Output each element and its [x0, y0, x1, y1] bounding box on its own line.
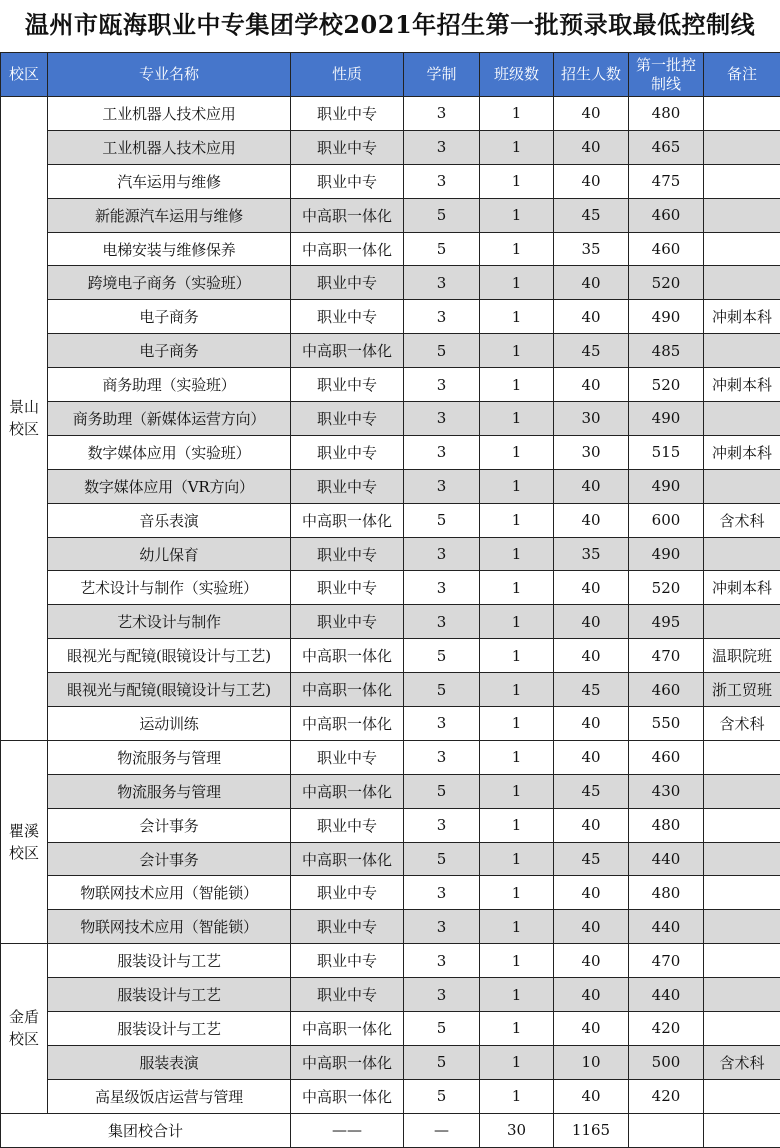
cell-remark — [704, 1079, 780, 1113]
cell-classes: 1 — [480, 842, 554, 876]
cell-years: 3 — [404, 707, 480, 741]
cell-remark: 冲刺本科 — [704, 368, 780, 402]
cell-years: 3 — [404, 740, 480, 774]
cell-cutoff: 490 — [629, 300, 704, 334]
total-enroll: 1165 — [554, 1113, 629, 1147]
cell-remark: 冲刺本科 — [704, 435, 780, 469]
cell-remark — [704, 774, 780, 808]
cell-enroll: 40 — [554, 605, 629, 639]
cell-remark — [704, 910, 780, 944]
cell-type: 职业中专 — [291, 435, 404, 469]
cell-type: 职业中专 — [291, 300, 404, 334]
cell-remark — [704, 232, 780, 266]
campus-name-line1: 景山 — [1, 396, 47, 418]
cell-cutoff: 430 — [629, 774, 704, 808]
cell-years: 5 — [404, 1012, 480, 1046]
cell-remark — [704, 97, 780, 131]
cell-cutoff: 485 — [629, 334, 704, 368]
cell-remark — [704, 334, 780, 368]
cell-major: 汽车运用与维修 — [48, 164, 291, 198]
cell-enroll: 35 — [554, 537, 629, 571]
cell-classes: 1 — [480, 808, 554, 842]
cell-cutoff: 420 — [629, 1079, 704, 1113]
total-row — [1, 1113, 780, 1147]
cell-remark — [704, 978, 780, 1012]
cell-major: 电子商务 — [48, 334, 291, 368]
cell-remark: 冲刺本科 — [704, 300, 780, 334]
cell-years: 5 — [404, 673, 480, 707]
cell-classes: 1 — [480, 164, 554, 198]
cell-enroll: 40 — [554, 910, 629, 944]
header-type: 性质 — [291, 53, 404, 97]
cell-years: 3 — [404, 605, 480, 639]
cell-enroll: 40 — [554, 1012, 629, 1046]
cell-type: 职业中专 — [291, 130, 404, 164]
cell-cutoff: 490 — [629, 537, 704, 571]
cell-years: 5 — [404, 334, 480, 368]
cell-major: 运动训练 — [48, 707, 291, 741]
cell-enroll: 45 — [554, 774, 629, 808]
cell-cutoff: 520 — [629, 571, 704, 605]
cell-remark — [704, 198, 780, 232]
cell-type: 中高职一体化 — [291, 503, 404, 537]
cell-major: 商务助理（新媒体运营方向） — [48, 402, 291, 436]
cell-major: 会计事务 — [48, 842, 291, 876]
header-cutoff — [629, 53, 704, 97]
cell-years: 5 — [404, 774, 480, 808]
cell-classes: 1 — [480, 740, 554, 774]
cell-major: 物流服务与管理 — [48, 740, 291, 774]
cell-years: 3 — [404, 808, 480, 842]
cell-classes: 1 — [480, 605, 554, 639]
cell-remark — [704, 876, 780, 910]
campus-name-line1: 金盾 — [1, 1006, 47, 1028]
header-major: 专业名称 — [48, 53, 291, 97]
total-years: — — [404, 1113, 480, 1147]
cell-enroll: 45 — [554, 198, 629, 232]
cell-remark — [704, 469, 780, 503]
table-row — [1, 808, 780, 842]
cell-years: 5 — [404, 842, 480, 876]
cell-remark — [704, 130, 780, 164]
table-row — [1, 266, 780, 300]
cell-type: 中高职一体化 — [291, 1012, 404, 1046]
cell-enroll: 40 — [554, 1079, 629, 1113]
cell-years: 3 — [404, 402, 480, 436]
cell-type: 职业中专 — [291, 97, 404, 131]
table-row — [1, 910, 780, 944]
cell-type: 职业中专 — [291, 944, 404, 978]
table-body — [1, 97, 780, 1148]
cell-remark: 温职院班 — [704, 639, 780, 673]
cell-remark: 冲刺本科 — [704, 571, 780, 605]
cell-remark: 含术科 — [704, 1045, 780, 1079]
cell-cutoff: 440 — [629, 978, 704, 1012]
cell-major: 艺术设计与制作 — [48, 605, 291, 639]
cell-type: 中高职一体化 — [291, 198, 404, 232]
cell-major: 电梯安装与维修保养 — [48, 232, 291, 266]
cell-remark — [704, 944, 780, 978]
cell-type: 职业中专 — [291, 876, 404, 910]
cell-cutoff: 460 — [629, 232, 704, 266]
campus-name-line2: 校区 — [1, 1028, 47, 1050]
table-row — [1, 774, 780, 808]
cell-years: 3 — [404, 537, 480, 571]
cell-classes: 1 — [480, 1012, 554, 1046]
cell-type: 职业中专 — [291, 571, 404, 605]
cell-type: 中高职一体化 — [291, 334, 404, 368]
cell-major: 新能源汽车运用与维修 — [48, 198, 291, 232]
cell-remark — [704, 740, 780, 774]
cell-remark — [704, 1012, 780, 1046]
cell-classes: 1 — [480, 402, 554, 436]
table-row — [1, 503, 780, 537]
header-remark: 备注 — [704, 53, 780, 97]
cell-cutoff: 470 — [629, 944, 704, 978]
header-row — [1, 53, 780, 97]
cell-type: 职业中专 — [291, 605, 404, 639]
total-cutoff — [629, 1113, 704, 1147]
cell-classes: 1 — [480, 97, 554, 131]
cell-type: 职业中专 — [291, 368, 404, 402]
cell-major: 数字媒体应用（实验班） — [48, 435, 291, 469]
cell-cutoff: 420 — [629, 1012, 704, 1046]
header-classes: 班级数 — [480, 53, 554, 97]
cell-enroll: 40 — [554, 571, 629, 605]
cell-major: 工业机器人技术应用 — [48, 130, 291, 164]
cell-type: 中高职一体化 — [291, 639, 404, 673]
campus-name-line1: 瞿溪 — [1, 820, 47, 842]
table-row — [1, 300, 780, 334]
header-years: 学制 — [404, 53, 480, 97]
cell-years: 3 — [404, 266, 480, 300]
cell-type: 职业中专 — [291, 910, 404, 944]
cell-enroll: 40 — [554, 978, 629, 1012]
cell-remark: 含术科 — [704, 503, 780, 537]
cell-major: 艺术设计与制作（实验班） — [48, 571, 291, 605]
cell-years: 3 — [404, 876, 480, 910]
cell-enroll: 40 — [554, 97, 629, 131]
table-row — [1, 334, 780, 368]
cell-cutoff: 480 — [629, 876, 704, 910]
cell-type: 职业中专 — [291, 978, 404, 1012]
cell-enroll: 40 — [554, 469, 629, 503]
cell-classes: 1 — [480, 639, 554, 673]
cell-years: 3 — [404, 300, 480, 334]
cell-years: 3 — [404, 97, 480, 131]
cell-years: 5 — [404, 232, 480, 266]
cell-major: 服装设计与工艺 — [48, 944, 291, 978]
cell-major: 服装设计与工艺 — [48, 978, 291, 1012]
cell-years: 5 — [404, 1045, 480, 1079]
cell-enroll: 40 — [554, 368, 629, 402]
table-row — [1, 402, 780, 436]
cell-type: 中高职一体化 — [291, 673, 404, 707]
cell-cutoff: 440 — [629, 910, 704, 944]
admission-table — [0, 52, 780, 1148]
cell-years: 5 — [404, 503, 480, 537]
header-campus: 校区 — [1, 53, 48, 97]
cell-classes: 1 — [480, 978, 554, 1012]
cell-enroll: 30 — [554, 402, 629, 436]
cell-cutoff: 490 — [629, 469, 704, 503]
cell-cutoff: 470 — [629, 639, 704, 673]
cell-cutoff: 495 — [629, 605, 704, 639]
table-row — [1, 605, 780, 639]
cell-enroll: 45 — [554, 334, 629, 368]
cell-cutoff: 600 — [629, 503, 704, 537]
cell-enroll: 40 — [554, 876, 629, 910]
cell-years: 5 — [404, 1079, 480, 1113]
table-row — [1, 740, 780, 774]
cell-years: 3 — [404, 130, 480, 164]
cell-major: 商务助理（实验班） — [48, 368, 291, 402]
cell-cutoff: 550 — [629, 707, 704, 741]
table-row — [1, 673, 780, 707]
cell-remark — [704, 537, 780, 571]
cell-type: 职业中专 — [291, 808, 404, 842]
cell-classes: 1 — [480, 469, 554, 503]
cell-enroll: 40 — [554, 740, 629, 774]
cell-years: 3 — [404, 435, 480, 469]
cell-classes: 1 — [480, 368, 554, 402]
cell-classes: 1 — [480, 198, 554, 232]
cell-years: 3 — [404, 910, 480, 944]
table-row — [1, 876, 780, 910]
table-row — [1, 232, 780, 266]
cell-classes: 1 — [480, 266, 554, 300]
cell-enroll: 45 — [554, 842, 629, 876]
cell-enroll: 40 — [554, 266, 629, 300]
cell-remark — [704, 605, 780, 639]
total-label: 集团校合计 — [1, 1113, 291, 1147]
campus-name-line2: 校区 — [1, 418, 47, 440]
cell-cutoff: 520 — [629, 368, 704, 402]
cell-enroll: 30 — [554, 435, 629, 469]
table-row — [1, 1012, 780, 1046]
cell-remark — [704, 164, 780, 198]
cell-cutoff: 490 — [629, 402, 704, 436]
campus-cell — [1, 740, 48, 943]
cell-major: 服装表演 — [48, 1045, 291, 1079]
document-title: 温州市瓯海职业中专集团学校2021年招生第一批预录取最低控制线 — [0, 0, 780, 52]
header-cutoff-text: 第一批控制线 — [634, 56, 698, 94]
cell-years: 5 — [404, 198, 480, 232]
cell-years: 5 — [404, 639, 480, 673]
cell-classes: 1 — [480, 944, 554, 978]
table-row — [1, 639, 780, 673]
cell-major: 高星级饭店运营与管理 — [48, 1079, 291, 1113]
cell-type: 中高职一体化 — [291, 1045, 404, 1079]
cell-cutoff: 440 — [629, 842, 704, 876]
header-enroll: 招生人数 — [554, 53, 629, 97]
cell-classes: 1 — [480, 707, 554, 741]
cell-type: 中高职一体化 — [291, 1079, 404, 1113]
table-row — [1, 198, 780, 232]
cell-classes: 1 — [480, 774, 554, 808]
table-row — [1, 707, 780, 741]
campus-cell — [1, 97, 48, 741]
cell-major: 物联网技术应用（智能锁） — [48, 910, 291, 944]
cell-major: 跨境电子商务（实验班） — [48, 266, 291, 300]
cell-type: 职业中专 — [291, 266, 404, 300]
cell-type: 中高职一体化 — [291, 842, 404, 876]
cell-remark — [704, 402, 780, 436]
cell-cutoff: 480 — [629, 808, 704, 842]
cell-major: 眼视光与配镜(眼镜设计与工艺) — [48, 639, 291, 673]
cell-major: 工业机器人技术应用 — [48, 97, 291, 131]
table-row — [1, 537, 780, 571]
cell-classes: 1 — [480, 300, 554, 334]
cell-classes: 1 — [480, 537, 554, 571]
cell-type: 职业中专 — [291, 402, 404, 436]
table-row — [1, 164, 780, 198]
cell-enroll: 40 — [554, 164, 629, 198]
table-row — [1, 842, 780, 876]
cell-classes: 1 — [480, 232, 554, 266]
cell-classes: 1 — [480, 1045, 554, 1079]
table-row — [1, 978, 780, 1012]
campus-name-line2: 校区 — [1, 842, 47, 864]
total-type: —— — [291, 1113, 404, 1147]
cell-cutoff: 460 — [629, 198, 704, 232]
cell-classes: 1 — [480, 910, 554, 944]
cell-enroll: 40 — [554, 130, 629, 164]
cell-type: 职业中专 — [291, 740, 404, 774]
cell-remark: 含术科 — [704, 707, 780, 741]
cell-remark — [704, 842, 780, 876]
cell-type: 中高职一体化 — [291, 774, 404, 808]
cell-classes: 1 — [480, 876, 554, 910]
table-row — [1, 1045, 780, 1079]
cell-enroll: 10 — [554, 1045, 629, 1079]
cell-remark: 浙工贸班 — [704, 673, 780, 707]
cell-major: 眼视光与配镜(眼镜设计与工艺) — [48, 673, 291, 707]
cell-enroll: 40 — [554, 503, 629, 537]
table-row — [1, 469, 780, 503]
cell-major: 物联网技术应用（智能锁） — [48, 876, 291, 910]
cell-enroll: 40 — [554, 808, 629, 842]
cell-remark — [704, 266, 780, 300]
cell-cutoff: 500 — [629, 1045, 704, 1079]
cell-years: 3 — [404, 368, 480, 402]
cell-type: 职业中专 — [291, 164, 404, 198]
cell-major: 服装设计与工艺 — [48, 1012, 291, 1046]
campus-cell — [1, 944, 48, 1113]
table-row — [1, 1079, 780, 1113]
cell-cutoff: 460 — [629, 673, 704, 707]
cell-years: 3 — [404, 571, 480, 605]
cell-years: 3 — [404, 944, 480, 978]
table-row — [1, 944, 780, 978]
cell-cutoff: 465 — [629, 130, 704, 164]
cell-cutoff: 475 — [629, 164, 704, 198]
cell-classes: 1 — [480, 334, 554, 368]
cell-classes: 1 — [480, 673, 554, 707]
cell-cutoff: 460 — [629, 740, 704, 774]
cell-classes: 1 — [480, 435, 554, 469]
cell-years: 3 — [404, 164, 480, 198]
cell-classes: 1 — [480, 571, 554, 605]
cell-classes: 1 — [480, 1079, 554, 1113]
cell-major: 会计事务 — [48, 808, 291, 842]
cell-type: 中高职一体化 — [291, 707, 404, 741]
cell-major: 数字媒体应用（VR方向） — [48, 469, 291, 503]
table-row — [1, 130, 780, 164]
cell-classes: 1 — [480, 503, 554, 537]
total-remark — [704, 1113, 780, 1147]
cell-major: 幼儿保育 — [48, 537, 291, 571]
cell-enroll: 40 — [554, 944, 629, 978]
table-row — [1, 368, 780, 402]
cell-cutoff: 520 — [629, 266, 704, 300]
cell-type: 中高职一体化 — [291, 232, 404, 266]
cell-years: 3 — [404, 978, 480, 1012]
cell-major: 物流服务与管理 — [48, 774, 291, 808]
cell-enroll: 40 — [554, 639, 629, 673]
table-row — [1, 97, 780, 131]
table-row — [1, 435, 780, 469]
cell-major: 音乐表演 — [48, 503, 291, 537]
cell-cutoff: 480 — [629, 97, 704, 131]
cell-type: 职业中专 — [291, 537, 404, 571]
cell-enroll: 35 — [554, 232, 629, 266]
cell-remark — [704, 808, 780, 842]
cell-classes: 1 — [480, 130, 554, 164]
total-classes: 30 — [480, 1113, 554, 1147]
cell-years: 3 — [404, 469, 480, 503]
cell-enroll: 45 — [554, 673, 629, 707]
cell-type: 职业中专 — [291, 469, 404, 503]
table-row — [1, 571, 780, 605]
cell-enroll: 40 — [554, 707, 629, 741]
cell-cutoff: 515 — [629, 435, 704, 469]
cell-major: 电子商务 — [48, 300, 291, 334]
cell-enroll: 40 — [554, 300, 629, 334]
